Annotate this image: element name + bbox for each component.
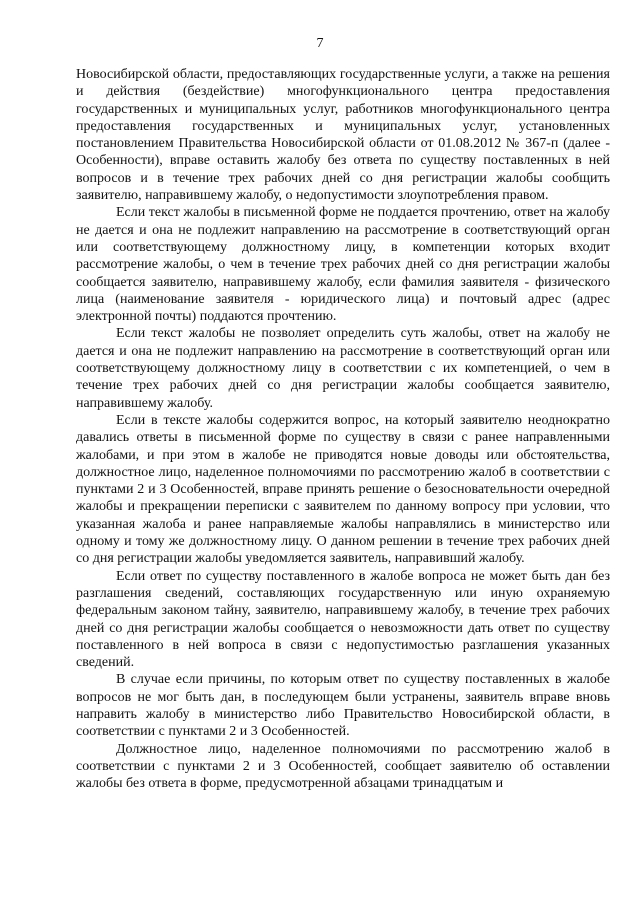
document-body (76, 66, 610, 792)
paragraph: Если текст жалобы в письменной форме не поддается прочтению, ответ на жалобу не дается и она не подлежит направлению на рассмотрение в соответствующий орган или соответствующему должностному лицу, в компетенции которых входит рассмотрение жалобы, о чем в течение трех рабочих дней со дня регистрации жалобы сообщается заявителю, направившему жалобу, если фамилия заявителя - физического лица (наименование заявителя - юридического лица) и почтовый адрес (адрес электронной почты) поддаются прочтению. (76, 205, 611, 325)
paragraph: В случае если причины, по которым ответ по существу поставленных в жалобе вопросов не мог быть дан, в последующем были устранены, заявитель вправе вновь направить жалобу в министерство либо Правительство Новосибирской области, в соответствии с пунктами 2 и 3 Особенностей. (76, 672, 610, 740)
paragraph-continued: Новосибирской области, предоставляющих государственные услуги, а также на решения и действия (бездействие) многофункционального центра предоставления государственных и муниципальных услуг, работников многофункционального центра предоставления государственных и муниципальных услуг, установленных постановлением Правительства Новосибирской области от 01.08.2012 № 367-п (далее - Особенности), вправе оставить жалобу без ответа по существу поставленных в ней вопросов и в течение трех рабочих дней со дня регистрации жалобы сообщить заявителю, направившему жалобу, о недопустимости злоупотребления правом. (76, 67, 610, 204)
paragraph: Если текст жалобы не позволяет определить суть жалобы, ответ на жалобу не дается и она не подлежит направлению на рассмотрение в соответствующий орган или соответствующему должностному лицу в соответствии с их компетенцией, о чем в течение трех рабочих дней со дня регистрации жалобы сообщается заявителю, направившему жалобу. (76, 326, 610, 411)
paragraph: Если в тексте жалобы содержится вопрос, на который заявителю неоднократно давались ответы в письменной форме по существу в связи с ранее направленными жалобами, и при этом в жалобе не приводятся новые доводы или обстоятельства, должностное лицо, наделенное полномочиями по рассмотрению жалоб в соответствии с пунктами 2 и 3 Особенностей, вправе принять решение о безосновательности очередной жалобы и прекращении переписки с заявителем по данному вопросу при условии, что указанная жалоба и ранее направляемые жалобы направлялись в министерство или одному и тому же должностному лицу. О данном решении в течение трех рабочих дней со дня регистрации жалобы уведомляется заявитель, направивший жалобу. (76, 412, 610, 567)
page-number: 7 (316, 36, 324, 51)
paragraph: Если ответ по существу поставленного в жалобе вопроса не может быть дан без разглашения сведений, составляющих государственную или иную охраняемую федеральным законом тайну, заявителю, направившему жалобу, в течение трех рабочих дней со дня регистрации жалобы сообщается о невозможности дать ответ по существу поставленного в ней вопроса в связи с недопустимостью разглашения указанных сведений. (76, 568, 610, 671)
paragraph-truncated: Должностное лицо, наделенное полномочиями по рассмотрению жалоб в соответствии с пунктами 2 и 3 Особенностей, сообщает заявителю об оставлении жалобы без ответа в форме, предусмотренной абзацами тринадцатым и (76, 741, 610, 792)
